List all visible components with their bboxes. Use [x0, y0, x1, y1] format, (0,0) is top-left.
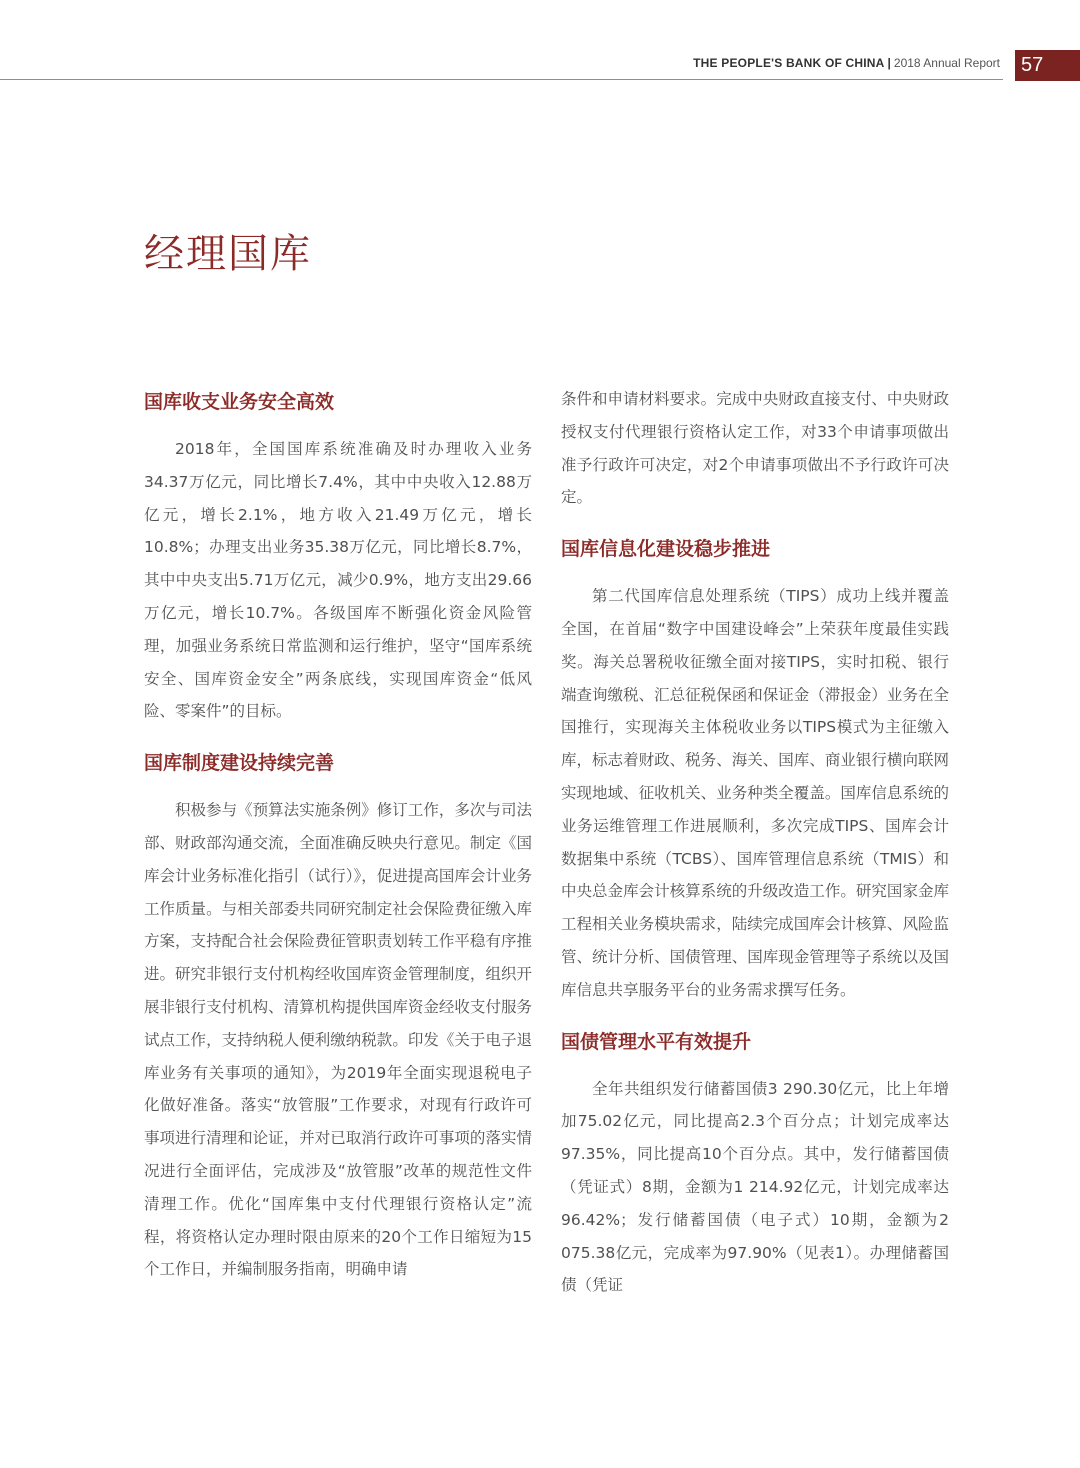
- section-heading-treasury-bonds: 国债管理水平有效提升: [561, 1030, 752, 1053]
- right-column: [561, 383, 949, 1302]
- section-paragraph-treasury-regulations: 积极参与《预算法实施条例》修订工作，多次与司法部、财政部沟通交流，全面准确反映央行意见。制定《国库会计业务标准化指引（试行）》，促进提高国库会计业务工作质量。与相关部委共同研究制定社会保险费征缴入库方案，支持配合社会保险费征管职责划转工作平稳有序推进。研究非银行支付机构经收国库资金管理制度，组织开展非银行支付机构、清算机构提供国库资金经收支付服务试点工作，支持纳税人便利缴纳税款。印发《关于电子退库业务有关事项的通知》，为2019年全面实现退税电子化做好准备。落实“放管服”工作要求，对现有行政许可事项进行清理和论证，并对已取消行政许可事项的落实情况进行全面评估，完成涉及“放管服”改革的规范性文件清理工作。优化“国库集中支付代理银行资格认定”流程，将资格认定办理时限由原来的20个工作日缩短为15个工作日，并编制服务指南，明确申请: [144, 801, 532, 1279]
- left-column: [144, 385, 532, 1286]
- header-report-name: 2018 Annual Report: [893, 56, 1000, 70]
- section-paragraph-treasury-it: 第二代国库信息处理系统（TIPS）成功上线并覆盖全国，在首届“数字中国建设峰会”上荣获年度最佳实践奖。海关总署税收征缴全面对接TIPS，实时扣税、银行端查询缴税、汇总征税保函和保证金（滞报金）业务在全国推行，实现海关主体税收业务以TIPS模式为主征缴入库，标志着财政、税务、海关、国库、商业银行横向联网实现地域、征收机关、业务种类全覆盖。国库信息系统的业务运维管理工作进展顺利，多次完成TIPS、国库会计数据集中系统（TCBS）、国库管理信息系统（TMIS）和中央总金库会计核算系统的升级改造工作。研究国家金库工程相关业务模块需求，陆续完成国库会计核算、风险监管、统计分析、国债管理、国库现金管理等子系统以及国库信息共享服务平台的业务需求撰写任务。: [561, 587, 949, 999]
- section-paragraph-treasury-operations: 2018年，全国国库系统准确及时办理收入业务34.37万亿元，同比增长7.4%，其中中央收入12.88万亿元，增长2.1%，地方收入21.49万亿元，增长10.8%；办理支出业务35.38万亿元，同比增长8.7%，其中中央支出5.71万亿元，减少0.9%，地方支出29.66万亿元，增长10.7%。各级国库不断强化资金风险管理，加强业务系统日常监测和运行维护，坚守“国库系统安全、国库资金安全”两条底线，实现国库资金“低风险、零案件”的目标。: [144, 440, 532, 721]
- section-heading-treasury-regulations: 国库制度建设持续完善: [144, 752, 335, 775]
- page-title: 经理国库: [144, 231, 312, 277]
- header-separator: |: [887, 56, 891, 70]
- section-heading-treasury-operations: 国库收支业务安全高效: [144, 391, 335, 413]
- header-bank-name: THE PEOPLE'S BANK OF CHINA: [693, 56, 885, 70]
- continued-paragraph: 条件和申请材料要求。完成中央财政直接支付、中央财政授权支付代理银行资格认定工作，对33个申请事项做出准予行政许可决定，对2个申请事项做出不予行政许可决定。: [561, 390, 949, 507]
- page-number: 57: [1015, 50, 1080, 81]
- section-paragraph-treasury-bonds: 全年共组织发行储蓄国债3 290.30亿元，比上年增加75.02亿元，同比提高2.3个百分点；计划完成率达97.35%，同比提高10个百分点。其中，发行储蓄国债（凭证式）8期，金额为1 214.92亿元，计划完成率达96.42%；发行储蓄国债（电子式）10期，金额为2 075.38亿元，完成率为97.90%（见表1）。办理储蓄国债（凭证: [561, 1079, 949, 1295]
- section-heading-treasury-it: 国库信息化建设稳步推进: [561, 538, 771, 561]
- running-header: [693, 56, 1000, 70]
- header-rule: [0, 79, 1003, 80]
